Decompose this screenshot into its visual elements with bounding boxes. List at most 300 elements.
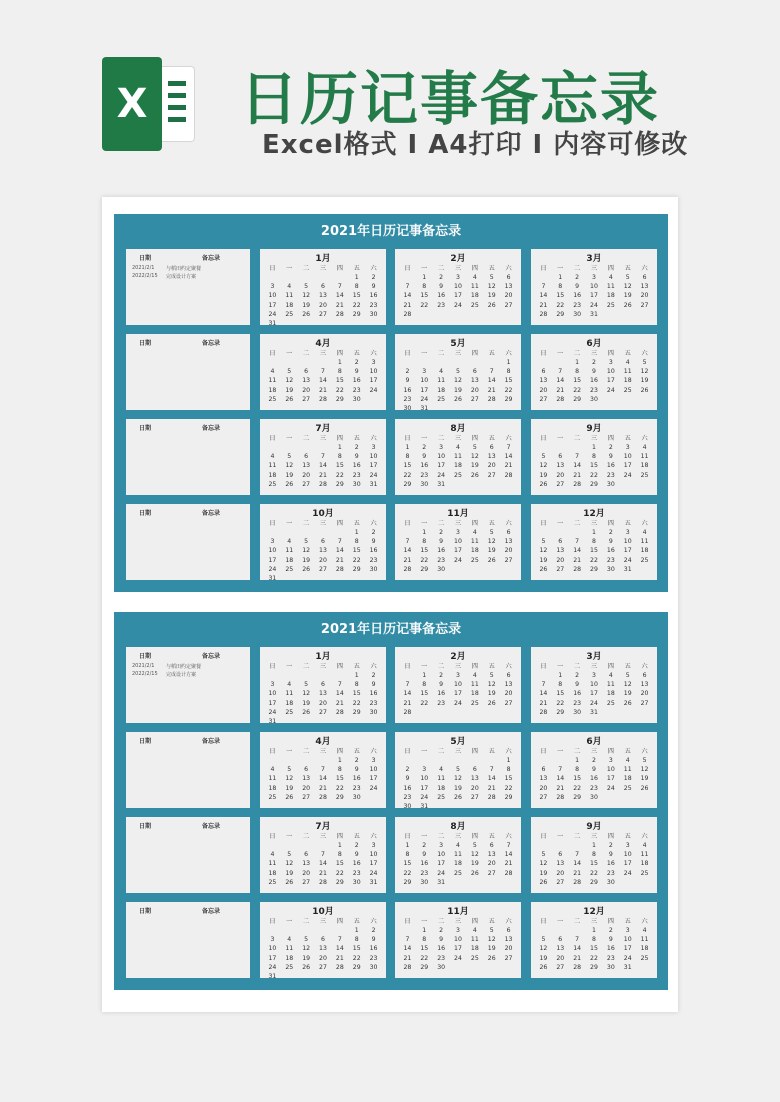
day-cell[interactable]: 29 <box>335 480 344 488</box>
day-cell[interactable]: 13 <box>302 462 311 470</box>
day-cell[interactable]: 18 <box>454 860 462 868</box>
day-cell[interactable]: 30 <box>403 404 412 412</box>
day-cell[interactable]: 14 <box>556 775 565 783</box>
day-cell[interactable]: 26 <box>470 471 479 479</box>
day-cell[interactable]: 4 <box>642 927 647 934</box>
day-cell[interactable]: 9 <box>608 538 613 546</box>
day-cell[interactable]: 31 <box>268 319 277 327</box>
day-cell[interactable]: 2 <box>371 672 376 679</box>
day-cell[interactable]: 3 <box>422 368 427 376</box>
day-cell[interactable]: 21 <box>335 699 344 707</box>
day-cell[interactable]: 28 <box>573 878 582 886</box>
day-cell[interactable]: 22 <box>420 954 429 962</box>
day-cell[interactable]: 21 <box>539 301 548 309</box>
day-cell[interactable]: 25 <box>285 963 294 971</box>
day-cell[interactable]: 14 <box>335 945 344 953</box>
day-cell[interactable]: 5 <box>625 672 630 679</box>
day-cell[interactable]: 10 <box>420 377 429 385</box>
day-cell[interactable]: 29 <box>556 708 565 716</box>
day-cell[interactable]: 21 <box>403 699 412 707</box>
day-cell[interactable]: 8 <box>354 681 359 689</box>
day-cell[interactable]: 10 <box>454 283 462 291</box>
day-cell[interactable]: 1 <box>575 359 580 366</box>
day-cell[interactable]: 11 <box>623 368 632 376</box>
day-cell[interactable]: 9 <box>439 936 444 944</box>
day-cell[interactable]: 18 <box>268 386 277 394</box>
day-cell[interactable]: 12 <box>285 860 294 868</box>
day-cell[interactable]: 29 <box>504 793 513 801</box>
day-cell[interactable]: 27 <box>319 310 327 318</box>
day-cell[interactable]: 25 <box>454 471 462 479</box>
day-cell[interactable]: 23 <box>573 301 582 309</box>
day-cell[interactable]: 7 <box>337 936 342 944</box>
day-cell[interactable]: 14 <box>573 547 582 555</box>
day-cell[interactable]: 13 <box>319 690 327 698</box>
day-cell[interactable]: 18 <box>268 471 277 479</box>
day-cell[interactable]: 22 <box>420 699 429 707</box>
day-cell[interactable]: 1 <box>337 359 342 366</box>
day-cell[interactable]: 13 <box>319 292 327 300</box>
day-cell[interactable]: 16 <box>606 945 615 953</box>
day-cell[interactable]: 17 <box>454 547 462 555</box>
day-cell[interactable]: 24 <box>623 954 632 962</box>
day-cell[interactable]: 6 <box>304 453 309 461</box>
day-cell[interactable]: 18 <box>268 869 277 877</box>
day-cell[interactable]: 31 <box>623 565 632 573</box>
day-cell[interactable]: 8 <box>506 368 511 376</box>
day-cell[interactable]: 19 <box>539 471 548 479</box>
day-cell[interactable]: 28 <box>556 395 565 403</box>
day-cell[interactable]: 9 <box>439 538 444 546</box>
day-cell[interactable]: 31 <box>268 972 277 980</box>
day-cell[interactable]: 2 <box>371 529 376 536</box>
day-cell[interactable]: 19 <box>487 292 496 300</box>
day-cell[interactable]: 18 <box>285 699 294 707</box>
day-cell[interactable]: 5 <box>541 851 546 859</box>
day-cell[interactable]: 28 <box>403 565 412 573</box>
day-cell[interactable]: 16 <box>352 377 361 385</box>
day-cell[interactable]: 11 <box>623 766 632 774</box>
day-cell[interactable]: 7 <box>506 842 511 849</box>
day-cell[interactable]: 17 <box>420 784 429 792</box>
day-cell[interactable]: 15 <box>590 547 598 555</box>
day-cell[interactable]: 24 <box>623 556 632 564</box>
day-cell[interactable]: 13 <box>504 283 513 291</box>
day-cell[interactable]: 10 <box>437 851 446 859</box>
day-cell[interactable]: 11 <box>268 377 277 385</box>
day-cell[interactable]: 1 <box>422 274 427 281</box>
day-cell[interactable]: 26 <box>454 395 462 403</box>
day-cell[interactable]: 9 <box>354 453 359 461</box>
day-cell[interactable]: 3 <box>592 672 596 679</box>
day-cell[interactable]: 26 <box>640 386 649 394</box>
day-cell[interactable]: 11 <box>268 860 277 868</box>
day-cell[interactable]: 25 <box>470 301 479 309</box>
day-cell[interactable]: 19 <box>302 556 311 564</box>
day-cell[interactable]: 23 <box>590 784 598 792</box>
day-cell[interactable]: 16 <box>573 292 582 300</box>
day-cell[interactable]: 20 <box>640 690 649 698</box>
day-cell[interactable]: 3 <box>439 842 444 849</box>
day-cell[interactable]: 29 <box>590 878 598 886</box>
day-cell[interactable]: 8 <box>592 538 596 546</box>
day-cell[interactable]: 12 <box>487 681 496 689</box>
day-cell[interactable]: 8 <box>422 283 427 291</box>
day-cell[interactable]: 16 <box>437 945 446 953</box>
day-cell[interactable]: 8 <box>558 283 563 291</box>
day-cell[interactable]: 7 <box>489 766 494 774</box>
day-cell[interactable]: 1 <box>337 757 342 764</box>
day-cell[interactable]: 28 <box>319 480 327 488</box>
day-cell[interactable]: 15 <box>420 547 429 555</box>
day-cell[interactable]: 3 <box>270 936 275 944</box>
day-cell[interactable]: 7 <box>321 368 325 376</box>
day-cell[interactable]: 21 <box>573 471 582 479</box>
day-cell[interactable]: 18 <box>640 547 649 555</box>
day-cell[interactable]: 16 <box>420 462 429 470</box>
day-cell[interactable]: 3 <box>422 766 427 774</box>
day-cell[interactable]: 8 <box>354 936 359 944</box>
day-cell[interactable]: 10 <box>369 368 378 376</box>
day-cell[interactable]: 3 <box>371 757 376 764</box>
day-cell[interactable]: 25 <box>268 793 277 801</box>
day-cell[interactable]: 15 <box>352 292 361 300</box>
day-cell[interactable]: 24 <box>437 471 446 479</box>
day-cell[interactable]: 9 <box>608 936 613 944</box>
day-cell[interactable]: 20 <box>556 954 565 962</box>
day-cell[interactable]: 7 <box>337 283 342 291</box>
day-cell[interactable]: 10 <box>268 292 277 300</box>
day-cell[interactable]: 4 <box>287 681 292 689</box>
day-cell[interactable]: 10 <box>623 936 632 944</box>
day-cell[interactable]: 3 <box>371 842 376 849</box>
day-cell[interactable]: 19 <box>454 386 462 394</box>
memo-panel[interactable] <box>126 504 250 580</box>
day-cell[interactable]: 12 <box>623 681 632 689</box>
day-cell[interactable]: 2 <box>608 529 613 536</box>
day-cell[interactable]: 7 <box>405 538 410 546</box>
day-cell[interactable]: 23 <box>369 301 378 309</box>
day-cell[interactable]: 15 <box>590 945 598 953</box>
day-cell[interactable]: 1 <box>337 842 342 849</box>
day-cell[interactable]: 10 <box>454 936 462 944</box>
day-cell[interactable]: 12 <box>454 377 462 385</box>
day-cell[interactable]: 22 <box>590 954 598 962</box>
day-cell[interactable]: 25 <box>268 480 277 488</box>
day-cell[interactable]: 10 <box>369 766 378 774</box>
day-cell[interactable]: 29 <box>573 395 582 403</box>
day-cell[interactable]: 15 <box>556 690 565 698</box>
day-cell[interactable]: 23 <box>606 869 615 877</box>
day-cell[interactable]: 27 <box>302 395 311 403</box>
day-cell[interactable]: 14 <box>556 377 565 385</box>
day-cell[interactable]: 15 <box>420 690 429 698</box>
day-cell[interactable]: 9 <box>422 851 427 859</box>
day-cell[interactable]: 28 <box>319 793 327 801</box>
day-cell[interactable]: 2 <box>354 757 359 764</box>
day-cell[interactable]: 8 <box>422 681 427 689</box>
day-cell[interactable]: 31 <box>437 480 446 488</box>
day-cell[interactable]: 31 <box>590 708 598 716</box>
day-cell[interactable]: 13 <box>319 945 327 953</box>
day-cell[interactable]: 30 <box>573 708 582 716</box>
memo-entry[interactable] <box>126 265 250 273</box>
day-cell[interactable]: 9 <box>354 766 359 774</box>
day-cell[interactable]: 28 <box>504 471 513 479</box>
day-cell[interactable]: 12 <box>539 860 548 868</box>
day-cell[interactable]: 23 <box>352 869 361 877</box>
day-cell[interactable]: 5 <box>489 927 494 934</box>
day-cell[interactable]: 20 <box>302 784 311 792</box>
day-cell[interactable]: 30 <box>573 310 582 318</box>
day-cell[interactable]: 23 <box>369 699 378 707</box>
day-cell[interactable]: 9 <box>439 681 444 689</box>
day-cell[interactable]: 8 <box>592 453 596 461</box>
day-cell[interactable]: 30 <box>590 793 598 801</box>
day-cell[interactable]: 29 <box>504 395 513 403</box>
day-cell[interactable]: 8 <box>337 453 342 461</box>
day-cell[interactable]: 2 <box>422 444 427 451</box>
day-cell[interactable]: 25 <box>640 556 649 564</box>
day-cell[interactable]: 20 <box>319 301 327 309</box>
day-cell[interactable]: 7 <box>489 368 494 376</box>
day-cell[interactable]: 17 <box>623 547 632 555</box>
day-cell[interactable]: 22 <box>504 784 513 792</box>
day-cell[interactable]: 19 <box>640 377 649 385</box>
day-cell[interactable]: 3 <box>625 529 630 536</box>
day-cell[interactable]: 13 <box>539 377 548 385</box>
day-cell[interactable]: 26 <box>623 699 632 707</box>
day-cell[interactable]: 25 <box>640 954 649 962</box>
day-cell[interactable]: 8 <box>592 936 596 944</box>
day-cell[interactable]: 17 <box>623 945 632 953</box>
day-cell[interactable]: 16 <box>352 462 361 470</box>
day-cell[interactable]: 11 <box>470 681 479 689</box>
day-cell[interactable]: 19 <box>285 869 294 877</box>
day-cell[interactable]: 11 <box>640 538 649 546</box>
day-cell[interactable]: 14 <box>335 292 344 300</box>
day-cell[interactable]: 11 <box>437 377 446 385</box>
day-cell[interactable]: 1 <box>558 274 563 281</box>
day-cell[interactable]: 29 <box>352 310 361 318</box>
day-cell[interactable]: 25 <box>623 784 632 792</box>
day-cell[interactable]: 11 <box>640 453 649 461</box>
day-cell[interactable]: 27 <box>470 395 479 403</box>
day-cell[interactable]: 26 <box>623 301 632 309</box>
day-cell[interactable]: 4 <box>439 766 444 774</box>
day-cell[interactable]: 2 <box>608 444 613 451</box>
day-cell[interactable]: 10 <box>268 945 277 953</box>
day-cell[interactable]: 29 <box>556 310 565 318</box>
day-cell[interactable]: 24 <box>268 310 277 318</box>
day-cell[interactable]: 9 <box>608 851 613 859</box>
day-cell[interactable]: 5 <box>541 453 546 461</box>
day-cell[interactable]: 21 <box>573 556 582 564</box>
day-cell[interactable]: 20 <box>470 386 479 394</box>
day-cell[interactable]: 12 <box>302 292 311 300</box>
day-cell[interactable]: 4 <box>608 274 613 281</box>
day-cell[interactable]: 5 <box>642 757 647 764</box>
day-cell[interactable]: 2 <box>354 359 359 366</box>
day-cell[interactable]: 4 <box>472 672 477 679</box>
day-cell[interactable]: 7 <box>405 283 410 291</box>
day-cell[interactable]: 24 <box>268 708 277 716</box>
day-cell[interactable]: 11 <box>268 462 277 470</box>
day-cell[interactable]: 2 <box>405 368 410 376</box>
day-cell[interactable]: 26 <box>302 310 311 318</box>
day-cell[interactable]: 12 <box>539 462 548 470</box>
day-cell[interactable]: 8 <box>422 538 427 546</box>
day-cell[interactable]: 20 <box>539 386 548 394</box>
day-cell[interactable]: 15 <box>403 860 412 868</box>
day-cell[interactable]: 17 <box>369 860 378 868</box>
day-cell[interactable]: 10 <box>590 681 598 689</box>
day-cell[interactable]: 13 <box>640 681 649 689</box>
day-cell[interactable]: 5 <box>541 936 546 944</box>
day-cell[interactable]: 8 <box>575 368 580 376</box>
day-cell[interactable]: 30 <box>352 793 361 801</box>
day-cell[interactable]: 30 <box>369 708 378 716</box>
memo-panel[interactable] <box>126 334 250 410</box>
day-cell[interactable]: 13 <box>470 775 479 783</box>
memo-panel[interactable] <box>126 817 250 893</box>
day-cell[interactable]: 4 <box>608 672 613 679</box>
day-cell[interactable]: 20 <box>302 471 311 479</box>
day-cell[interactable]: 16 <box>606 547 615 555</box>
day-cell[interactable]: 24 <box>454 699 462 707</box>
day-cell[interactable]: 28 <box>487 395 496 403</box>
day-cell[interactable]: 17 <box>437 462 446 470</box>
day-cell[interactable]: 8 <box>558 681 563 689</box>
day-cell[interactable]: 7 <box>575 936 580 944</box>
day-cell[interactable]: 14 <box>504 851 513 859</box>
day-cell[interactable]: 23 <box>352 784 361 792</box>
day-cell[interactable]: 18 <box>623 775 632 783</box>
day-cell[interactable]: 6 <box>506 927 511 934</box>
day-cell[interactable]: 26 <box>487 301 496 309</box>
day-cell[interactable]: 22 <box>420 301 429 309</box>
day-cell[interactable]: 30 <box>369 565 378 573</box>
day-cell[interactable]: 6 <box>489 444 494 451</box>
day-cell[interactable]: 4 <box>642 842 647 849</box>
day-cell[interactable]: 5 <box>625 274 630 281</box>
day-cell[interactable]: 18 <box>470 690 479 698</box>
day-cell[interactable]: 16 <box>437 690 446 698</box>
day-cell[interactable]: 10 <box>369 453 378 461</box>
day-cell[interactable]: 4 <box>439 368 444 376</box>
day-cell[interactable]: 20 <box>640 292 649 300</box>
day-cell[interactable]: 6 <box>642 274 647 281</box>
memo-entry[interactable] <box>126 273 250 281</box>
day-cell[interactable]: 1 <box>354 927 359 934</box>
day-cell[interactable]: 22 <box>352 301 361 309</box>
day-cell[interactable]: 24 <box>420 395 429 403</box>
day-cell[interactable]: 19 <box>285 386 294 394</box>
day-cell[interactable]: 24 <box>369 386 378 394</box>
day-cell[interactable]: 19 <box>302 301 311 309</box>
day-cell[interactable]: 23 <box>403 793 412 801</box>
day-cell[interactable]: 15 <box>420 292 429 300</box>
day-cell[interactable]: 16 <box>437 292 446 300</box>
day-cell[interactable]: 24 <box>369 784 378 792</box>
day-cell[interactable]: 5 <box>304 681 309 689</box>
day-cell[interactable]: 30 <box>590 395 598 403</box>
day-cell[interactable]: 25 <box>285 310 294 318</box>
day-cell[interactable]: 18 <box>640 860 649 868</box>
day-cell[interactable]: 9 <box>575 681 580 689</box>
day-cell[interactable]: 19 <box>487 690 496 698</box>
day-cell[interactable]: 20 <box>504 292 513 300</box>
day-cell[interactable]: 30 <box>437 963 446 971</box>
day-cell[interactable]: 10 <box>606 368 615 376</box>
day-cell[interactable]: 31 <box>369 878 378 886</box>
day-cell[interactable]: 27 <box>504 556 513 564</box>
day-cell[interactable]: 23 <box>590 386 598 394</box>
day-cell[interactable]: 10 <box>590 283 598 291</box>
day-cell[interactable]: 6 <box>541 766 546 774</box>
day-cell[interactable]: 27 <box>302 480 311 488</box>
day-cell[interactable]: 15 <box>403 462 412 470</box>
day-cell[interactable]: 29 <box>352 565 361 573</box>
day-cell[interactable]: 17 <box>369 462 378 470</box>
day-cell[interactable]: 25 <box>606 699 615 707</box>
day-cell[interactable]: 3 <box>608 757 613 764</box>
day-cell[interactable]: 25 <box>285 565 294 573</box>
day-cell[interactable]: 2 <box>439 672 444 679</box>
day-cell[interactable]: 28 <box>335 708 344 716</box>
day-cell[interactable]: 2 <box>354 444 359 451</box>
day-cell[interactable]: 26 <box>302 708 311 716</box>
day-cell[interactable]: 14 <box>319 377 327 385</box>
day-cell[interactable]: 15 <box>504 775 513 783</box>
day-cell[interactable]: 10 <box>623 453 632 461</box>
day-cell[interactable]: 19 <box>302 954 311 962</box>
day-cell[interactable]: 27 <box>539 395 548 403</box>
day-cell[interactable]: 15 <box>590 860 598 868</box>
day-cell[interactable]: 8 <box>592 851 596 859</box>
day-cell[interactable]: 5 <box>456 766 460 774</box>
day-cell[interactable]: 20 <box>504 547 513 555</box>
day-cell[interactable]: 28 <box>319 395 327 403</box>
day-cell[interactable]: 21 <box>573 954 582 962</box>
day-cell[interactable]: 3 <box>625 842 630 849</box>
day-cell[interactable]: 31 <box>437 878 446 886</box>
day-cell[interactable]: 29 <box>420 565 429 573</box>
day-cell[interactable]: 7 <box>337 538 342 546</box>
day-cell[interactable]: 1 <box>354 274 359 281</box>
day-cell[interactable]: 12 <box>470 453 479 461</box>
day-cell[interactable]: 9 <box>371 681 376 689</box>
day-cell[interactable]: 10 <box>369 851 378 859</box>
day-cell[interactable]: 27 <box>504 699 513 707</box>
day-cell[interactable]: 11 <box>437 775 446 783</box>
day-cell[interactable]: 22 <box>556 301 565 309</box>
day-cell[interactable]: 1 <box>354 529 359 536</box>
day-cell[interactable]: 28 <box>539 708 548 716</box>
day-cell[interactable]: 26 <box>285 793 294 801</box>
day-cell[interactable]: 24 <box>606 784 615 792</box>
day-cell[interactable]: 20 <box>319 954 327 962</box>
day-cell[interactable]: 12 <box>623 283 632 291</box>
day-cell[interactable]: 2 <box>592 757 596 764</box>
day-cell[interactable]: 13 <box>504 936 513 944</box>
day-cell[interactable]: 12 <box>539 547 548 555</box>
day-cell[interactable]: 28 <box>335 310 344 318</box>
day-cell[interactable]: 2 <box>439 529 444 536</box>
day-cell[interactable]: 1 <box>592 927 596 934</box>
day-cell[interactable]: 10 <box>454 681 462 689</box>
day-cell[interactable]: 1 <box>592 444 596 451</box>
